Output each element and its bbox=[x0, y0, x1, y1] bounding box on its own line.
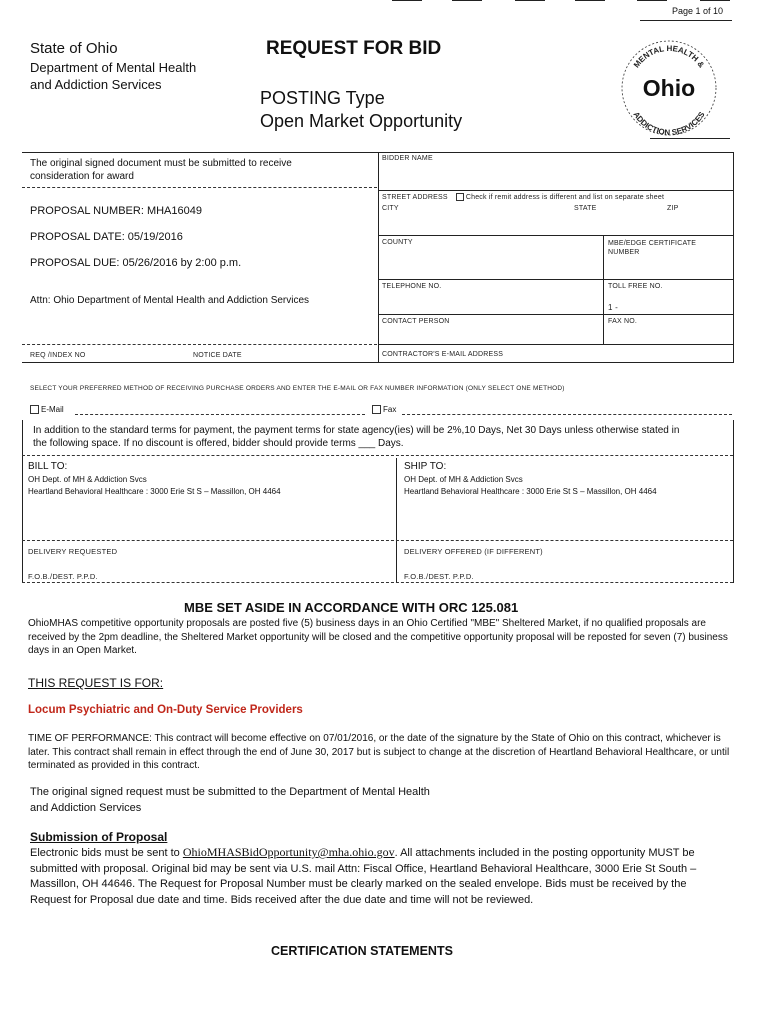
this-request-heading: THIS REQUEST IS FOR: bbox=[28, 676, 164, 690]
fax-no-label: FAX NO. bbox=[608, 318, 638, 325]
ship-to-line2: Heartland Behavioral Healthcare : 3000 Erie St S – Massillon, OH 4464 bbox=[404, 487, 657, 496]
state-label: STATE bbox=[574, 205, 597, 212]
proposal-due: PROPOSAL DUE: 05/26/2016 by 2:00 p.m. bbox=[30, 257, 242, 269]
remit-address-checkbox[interactable] bbox=[456, 193, 464, 201]
submission-email-link[interactable]: OhioMHASBidOpportunity@mha.ohio.gov bbox=[182, 845, 395, 859]
minority-certificate-label: MBE/EDGE CERTIFICATE NUMBER bbox=[608, 240, 697, 256]
attn-line: Attn: Ohio Department of Mental Health and Addiction Services bbox=[30, 295, 310, 306]
original-signed-request-line1: The original signed request must be submitted to the Department of Mental Health bbox=[30, 786, 430, 798]
seal-bottom-text: ADDICTION SERVICES bbox=[631, 110, 707, 138]
street-address-label: STREET ADDRESS Check if remit address is different and list on separate sheet bbox=[382, 193, 665, 201]
scan-mark bbox=[700, 0, 730, 1]
scan-mark bbox=[637, 0, 667, 1]
submission-text: Electronic bids must be sent to OhioMHASBidOpportunity@mha.ohio.gov. All attachments included in the posting opportunity MUST be submitted with proposal. Original bid may be sent via U.S. mail Attn: Fiscal Office, Heartland Behavioral Healthcare, 3000 Erie St South – Massillon, OH 44646. The Request for Proposal Number must be clearly marked on the sealed envelope. Bids must be received by the Request for Proposal due date and time. Bids received after the due date and time will not be reviewed. bbox=[30, 845, 697, 906]
email-option-label: E-Mail bbox=[41, 405, 64, 414]
delivery-offered-label: DELIVERY OFFERED (IF DIFFERENT) bbox=[404, 547, 543, 556]
time-of-performance: TIME OF PERFORMANCE: This contract will become effective on 07/01/2016, or the date of the signature by the State of Ohio on this contract, whichever is later. This contract shall remain in effect through the end of June 30, 2017 but is subject to change at the discretion of Heartland Behavioral Healthcare, or until terminated as provided in this contract. bbox=[28, 733, 730, 771]
page-title: REQUEST FOR BID bbox=[266, 38, 442, 59]
fax-option-label: Fax bbox=[383, 405, 397, 414]
ship-to-line1: OH Dept. of MH & Addiction Svcs bbox=[404, 475, 523, 484]
bill-to-line2: Heartland Behavioral Healthcare : 3000 Erie St S – Massillon, OH 4464 bbox=[28, 487, 281, 496]
original-signed-request-line2: and Addiction Services bbox=[30, 802, 142, 814]
contractor-email-label: CONTRACTOR'S E-MAIL ADDRESS bbox=[382, 351, 504, 358]
county-label: COUNTY bbox=[382, 239, 413, 246]
order-method-instruction: SELECT YOUR PREFERRED METHOD OF RECEIVING PURCHASE ORDERS AND ENTER THE E-MAIL OR FAX NUMBER INFORMATION (ONLY SELECT ONE METHOD) bbox=[30, 385, 565, 392]
page-indicator: Page 1 of 10 bbox=[672, 6, 724, 16]
toll-free-label: TOLL FREE NO. bbox=[608, 283, 663, 290]
req-index-label: REQ /INDEX NO bbox=[30, 352, 86, 359]
scan-mark bbox=[575, 0, 605, 1]
contact-person-label: CONTACT PERSON bbox=[382, 318, 450, 325]
telephone-label: TELEPHONE NO. bbox=[382, 283, 442, 290]
ohio-seal-logo bbox=[614, 38, 724, 138]
posting-type-value: Open Market Opportunity bbox=[260, 111, 463, 131]
proposal-number: PROPOSAL NUMBER: MHA16049 bbox=[30, 205, 202, 217]
scan-mark bbox=[515, 0, 545, 1]
original-signed-notice: The original signed document must be submitted to receive consideration for award bbox=[30, 158, 292, 182]
request-title: Locum Psychiatric and On-Duty Service Providers bbox=[28, 704, 303, 716]
notice-date-label: NOTICE DATE bbox=[193, 352, 242, 359]
ship-to-label: SHIP TO: bbox=[404, 461, 447, 472]
svg-text:MENTAL HEALTH & bbox=[632, 44, 706, 70]
scan-mark bbox=[392, 0, 422, 1]
svg-text:ADDICTION SERVICES bbox=[631, 110, 707, 137]
proposal-date: PROPOSAL DATE: 05/19/2016 bbox=[30, 231, 183, 243]
agency-dept-line1: Department of Mental Health bbox=[30, 60, 197, 75]
certification-heading: CERTIFICATION STATEMENTS bbox=[271, 944, 453, 958]
payment-terms: In addition to the standard terms for payment, the payment terms for state agency(ies) will be 2%,10 Days, Net 30 Days unless otherwise stated in the following space. If no discount is offered, bidder should provide terms ___ Days. bbox=[33, 425, 680, 449]
delivery-requested-label: DELIVERY REQUESTED bbox=[28, 547, 118, 556]
bidder-name-label: BIDDER NAME bbox=[382, 155, 433, 162]
email-option[interactable] bbox=[30, 405, 64, 414]
posting-type-label: POSTING Type bbox=[260, 88, 385, 108]
scan-mark bbox=[452, 0, 482, 1]
seal-top-text: MENTAL HEALTH & bbox=[631, 43, 707, 70]
fob-left-label: F.O.B./DEST. P.P.D. bbox=[28, 572, 98, 581]
seal-center-text: Ohio bbox=[642, 75, 696, 101]
remit-address-check-label: Check if remit address is different and list on separate sheet bbox=[465, 193, 665, 201]
bill-to-line1: OH Dept. of MH & Addiction Svcs bbox=[28, 475, 147, 484]
email-checkbox[interactable] bbox=[30, 405, 39, 414]
agency-state: State of Ohio bbox=[30, 40, 118, 57]
submission-heading: Submission of Proposal bbox=[30, 830, 168, 844]
bill-to-label: BILL TO: bbox=[28, 461, 68, 472]
fob-right-label: F.O.B./DEST. P.P.D. bbox=[404, 572, 474, 581]
zip-label: ZIP bbox=[667, 205, 679, 212]
mbe-text: OhioMHAS competitive opportunity proposals are posted five (5) business days in an Ohio Certified "MBE" Sheltered Market, if no qualified proposals are received by the 2pm deadline, the Sheltered Market opportunity will be closed and the competitive opportunity proposal will be reposted for seven (7) business days in an Open Market. bbox=[28, 618, 728, 656]
fax-option[interactable] bbox=[372, 405, 396, 414]
agency-dept-line2: and Addiction Services bbox=[30, 77, 162, 92]
toll-free-value: 1 - bbox=[608, 303, 618, 312]
mbe-heading: MBE SET ASIDE IN ACCORDANCE WITH ORC 125.081 bbox=[184, 600, 519, 615]
fax-checkbox[interactable] bbox=[372, 405, 381, 414]
city-label: CITY bbox=[382, 205, 399, 212]
